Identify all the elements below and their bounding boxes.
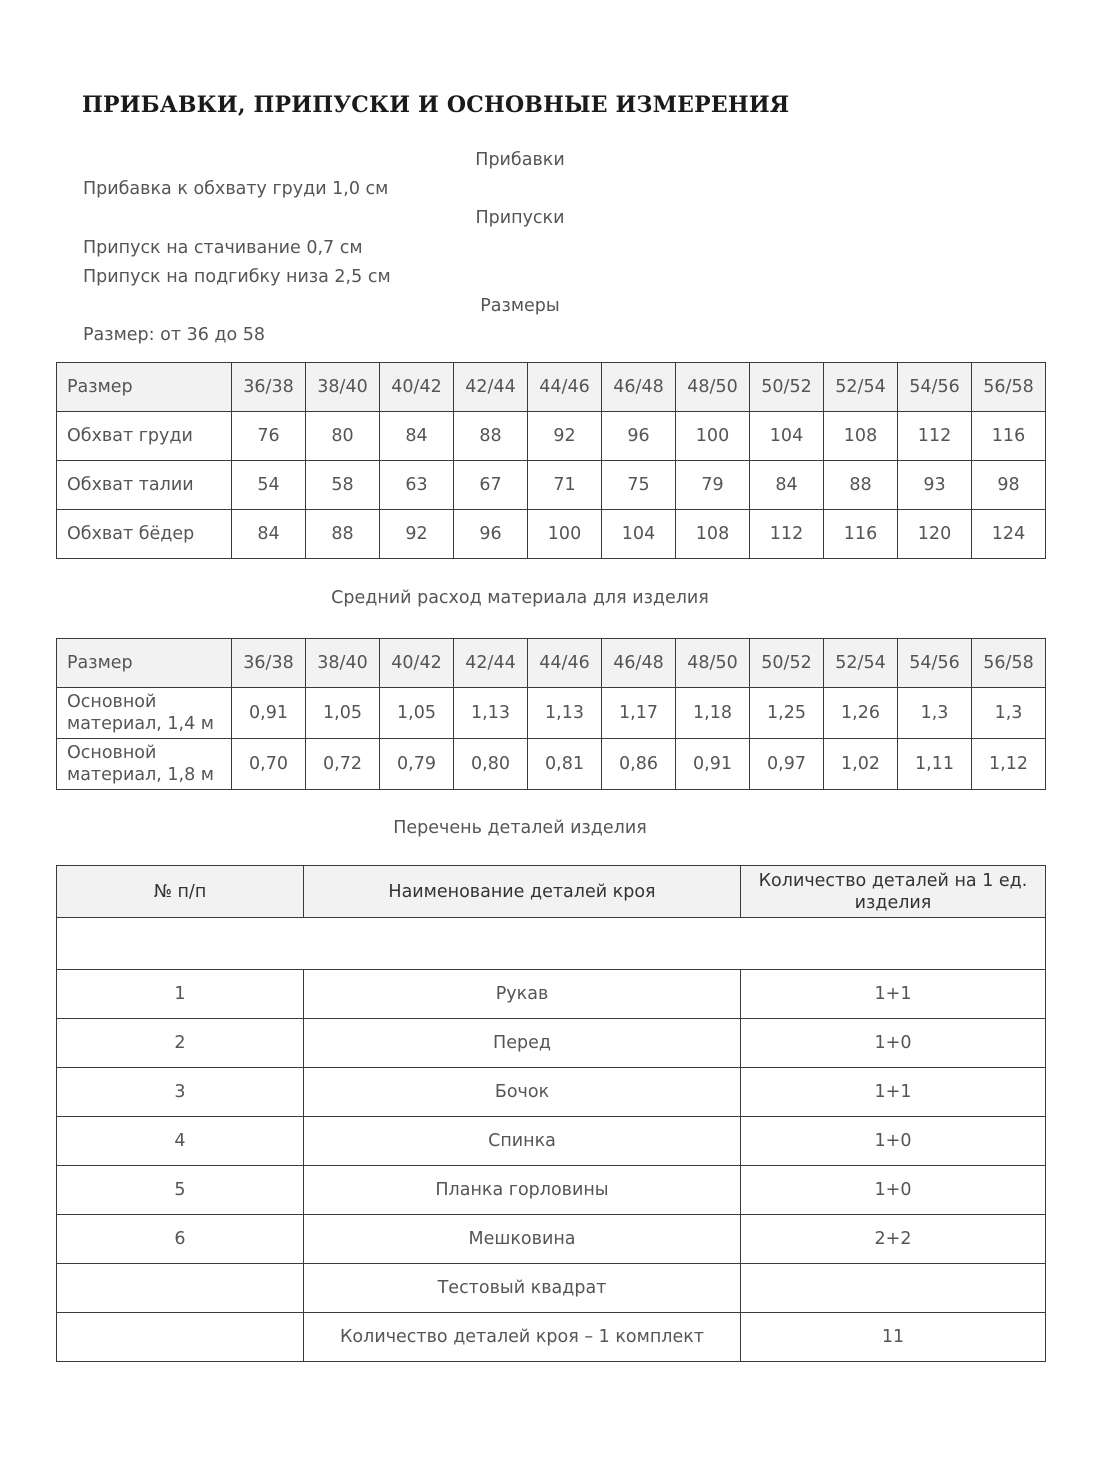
table-cell: 88 — [306, 510, 380, 559]
sizes-header-row — [57, 363, 1046, 412]
header-cell: № п/п — [57, 866, 304, 918]
table-row — [57, 510, 1046, 559]
details-heading: Перечень деталей изделия — [393, 818, 647, 838]
header-cell: 40/42 — [380, 363, 454, 412]
table-cell: 108 — [676, 510, 750, 559]
header-cell: Количество деталей на 1 ед. изделия — [741, 866, 1046, 918]
table-row — [57, 461, 1046, 510]
table-cell: 1 — [57, 970, 304, 1019]
header-cell: 52/54 — [824, 639, 898, 688]
table-cell: 2 — [57, 1019, 304, 1068]
table-cell: 98 — [972, 461, 1046, 510]
table-cell: 1,05 — [380, 688, 454, 739]
header-cell: 38/40 — [306, 639, 380, 688]
table-cell: Планка горловины — [304, 1166, 741, 1215]
header-cell: 42/44 — [454, 363, 528, 412]
pripusk-line-1: Припуск на стачивание 0,7 см — [83, 238, 363, 258]
table-cell: 116 — [824, 510, 898, 559]
header-cell: Наименование деталей кроя — [304, 866, 741, 918]
table-cell — [57, 1264, 304, 1313]
table-cell: 63 — [380, 461, 454, 510]
table-cell: 0,72 — [306, 739, 380, 790]
page-title: ПРИБАВКИ, ПРИПУСКИ И ОСНОВНЫЕ ИЗМЕРЕНИЯ — [82, 92, 790, 118]
table-cell: 100 — [676, 412, 750, 461]
table-row — [57, 1166, 1046, 1215]
header-cell: 36/38 — [232, 639, 306, 688]
header-cell: 48/50 — [676, 363, 750, 412]
table-cell: Спинка — [304, 1117, 741, 1166]
header-cell: 46/48 — [602, 639, 676, 688]
table-cell: 1,3 — [972, 688, 1046, 739]
header-cell: 50/52 — [750, 639, 824, 688]
table-cell: 1,05 — [306, 688, 380, 739]
table-cell: 120 — [898, 510, 972, 559]
table-cell: 92 — [528, 412, 602, 461]
header-cell: 50/52 — [750, 363, 824, 412]
header-cell: 38/40 — [306, 363, 380, 412]
table-cell: 0,80 — [454, 739, 528, 790]
table-cell — [741, 1264, 1046, 1313]
table-cell: 0,81 — [528, 739, 602, 790]
header-cell: 46/48 — [602, 363, 676, 412]
header-cell: 54/56 — [898, 363, 972, 412]
header-cell: Размер — [57, 639, 232, 688]
table-cell: 112 — [750, 510, 824, 559]
table-cell: 1+1 — [741, 1068, 1046, 1117]
table-row — [57, 1068, 1046, 1117]
row-label: Основной материал, 1,8 м — [57, 739, 232, 790]
table-cell: 1,12 — [972, 739, 1046, 790]
table-row — [57, 1117, 1046, 1166]
pripuski-heading: Припуски — [475, 208, 565, 228]
row-label: Основной материал, 1,4 м — [57, 688, 232, 739]
table-cell: Рукав — [304, 970, 741, 1019]
table-row — [57, 688, 1046, 739]
consumption-header-row — [57, 639, 1046, 688]
table-cell: 88 — [454, 412, 528, 461]
table-cell: 108 — [824, 412, 898, 461]
table-cell: 96 — [454, 510, 528, 559]
table-cell: 79 — [676, 461, 750, 510]
table-cell: 76 — [232, 412, 306, 461]
details-table — [56, 865, 1046, 1362]
pribavka-line: Прибавка к обхвату груди 1,0 см — [83, 179, 389, 199]
table-cell: 104 — [602, 510, 676, 559]
table-cell: 1+0 — [741, 1166, 1046, 1215]
table-cell: 124 — [972, 510, 1046, 559]
table-cell: 58 — [306, 461, 380, 510]
table-cell: 1,02 — [824, 739, 898, 790]
empty-row — [57, 918, 1046, 970]
table-cell: 1,25 — [750, 688, 824, 739]
table-cell: 1,17 — [602, 688, 676, 739]
header-cell: 56/58 — [972, 639, 1046, 688]
table-cell: Тестовый квадрат — [304, 1264, 741, 1313]
table-row — [57, 1264, 1046, 1313]
consumption-heading: Средний расход материала для изделия — [331, 588, 709, 608]
table-cell: Перед — [304, 1019, 741, 1068]
table-cell: 1,18 — [676, 688, 750, 739]
table-cell: 75 — [602, 461, 676, 510]
table-cell: 0,91 — [232, 688, 306, 739]
details-header-row — [57, 866, 1046, 918]
table-cell: 93 — [898, 461, 972, 510]
table-cell: 96 — [602, 412, 676, 461]
table-cell: 0,70 — [232, 739, 306, 790]
table-cell: 1+1 — [741, 970, 1046, 1019]
header-cell: 56/58 — [972, 363, 1046, 412]
table-cell: 0,97 — [750, 739, 824, 790]
table-cell: 84 — [380, 412, 454, 461]
table-cell: 0,91 — [676, 739, 750, 790]
row-label: Обхват бёдер — [57, 510, 232, 559]
table-row — [57, 739, 1046, 790]
table-row — [57, 1215, 1046, 1264]
table-cell: Бочок — [304, 1068, 741, 1117]
header-cell: 42/44 — [454, 639, 528, 688]
table-cell: 104 — [750, 412, 824, 461]
table-cell: 67 — [454, 461, 528, 510]
header-cell: 48/50 — [676, 639, 750, 688]
consumption-table — [56, 638, 1046, 790]
header-cell: 44/46 — [528, 363, 602, 412]
table-cell: 1+0 — [741, 1019, 1046, 1068]
razmery-heading: Размеры — [480, 296, 560, 316]
table-cell: Количество деталей кроя – 1 комплект — [304, 1313, 741, 1362]
table-cell: 84 — [232, 510, 306, 559]
table-cell: 1+0 — [741, 1117, 1046, 1166]
table-cell: 116 — [972, 412, 1046, 461]
table-cell: 4 — [57, 1117, 304, 1166]
table-cell: 1,3 — [898, 688, 972, 739]
pripusk-line-2: Припуск на подгибку низа 2,5 см — [83, 267, 391, 287]
table-cell: 5 — [57, 1166, 304, 1215]
table-cell: 1,26 — [824, 688, 898, 739]
table-cell: 88 — [824, 461, 898, 510]
table-cell: 84 — [750, 461, 824, 510]
table-row — [57, 970, 1046, 1019]
row-label: Обхват груди — [57, 412, 232, 461]
table-cell: 1,11 — [898, 739, 972, 790]
table-cell: 54 — [232, 461, 306, 510]
header-cell: 40/42 — [380, 639, 454, 688]
table-cell: 6 — [57, 1215, 304, 1264]
table-row — [57, 1313, 1046, 1362]
table-cell: 0,79 — [380, 739, 454, 790]
table-cell: 1,13 — [528, 688, 602, 739]
header-cell: 44/46 — [528, 639, 602, 688]
table-cell: 3 — [57, 1068, 304, 1117]
table-cell: 0,86 — [602, 739, 676, 790]
pribavki-heading: Прибавки — [475, 150, 565, 170]
razmer-range-line: Размер: от 36 до 58 — [83, 325, 266, 345]
table-cell: 80 — [306, 412, 380, 461]
table-cell: 112 — [898, 412, 972, 461]
table-row — [57, 412, 1046, 461]
table-cell: 92 — [380, 510, 454, 559]
sizes-table — [56, 362, 1046, 559]
table-cell: 2+2 — [741, 1215, 1046, 1264]
table-cell: Мешковина — [304, 1215, 741, 1264]
header-cell: 54/56 — [898, 639, 972, 688]
header-cell: 36/38 — [232, 363, 306, 412]
table-cell: 100 — [528, 510, 602, 559]
table-row — [57, 1019, 1046, 1068]
header-cell: 52/54 — [824, 363, 898, 412]
row-label: Обхват талии — [57, 461, 232, 510]
table-cell: 11 — [741, 1313, 1046, 1362]
table-cell: 1,13 — [454, 688, 528, 739]
header-cell: Размер — [57, 363, 232, 412]
empty-cell — [57, 918, 1046, 970]
table-cell — [57, 1313, 304, 1362]
table-cell: 71 — [528, 461, 602, 510]
